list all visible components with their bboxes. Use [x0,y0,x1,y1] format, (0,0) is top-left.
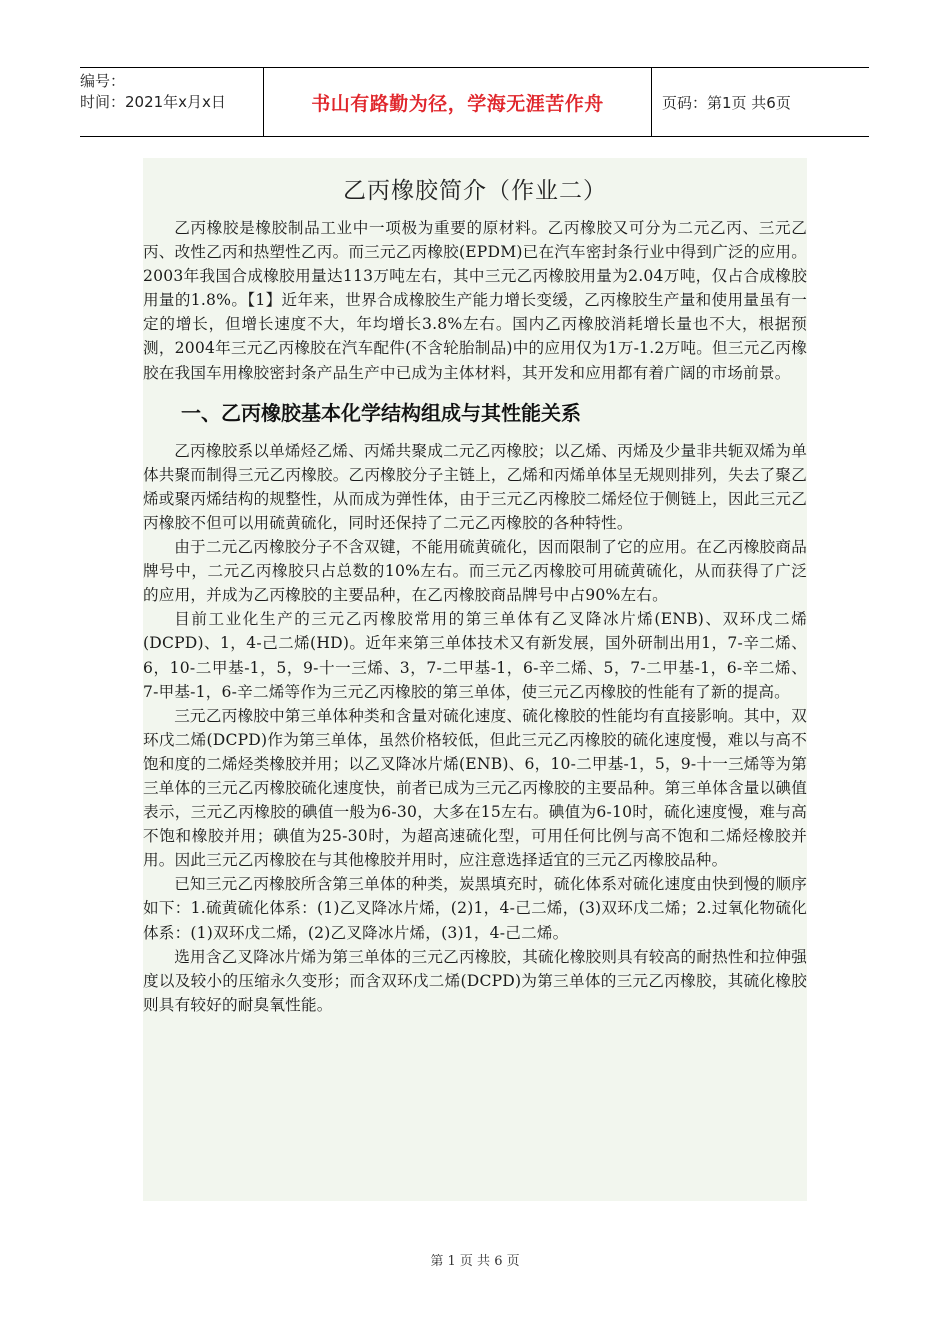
header-motto-cell [263,68,652,136]
section-heading: 一、乙丙橡胶基本化学结构组成与其性能关系 [181,400,581,425]
document-body [143,158,807,1201]
paragraph-3: 目前工业化生产的三元乙丙橡胶常用的第三单体有乙叉降冰片烯(ENB)、双环戊二烯(DCPD)、1，4-己二烯(HD)。近年来第三单体技术又有新发展，国外研制出用1，7-辛二烯、6，10-二甲基-1，5，9-十一三烯、3，7-二甲基-1，6-辛二烯、5，7-二甲基-1，6-辛二烯、7-甲基-1，6-辛二烯等作为三元乙丙橡胶的第三单体，使三元乙丙橡胶的性能有了新的提高。 [143,610,807,701]
paragraph-6: 选用含乙叉降冰片烯为第三单体的三元乙丙橡胶，其硫化橡胶则具有较高的耐热性和拉伸强度以及较小的压缩永久变形；而含双环戊二烯(DCPD)为第三单体的三元乙丙橡胶，其硫化橡胶则具有较好的耐臭氧性能。 [143,947,807,1014]
header-page-cell [652,68,869,136]
page-header [80,67,869,137]
page-info: 页码：第1页 共6页 [662,93,791,112]
paragraph-5: 已知三元乙丙橡胶所含第三单体的种类，炭黑填充时，硫化体系对硫化速度由快到慢的顺序如下：1.硫黄硫化体系：(1)乙叉降冰片烯，(2)1，4-己二烯，(3)双环戊二烯；2.过氧化物硫化体系：(1)双环戊二烯，(2)乙叉降冰片烯，(3)1，4-己二烯。 [143,875,807,942]
paragraph-2: 由于二元乙丙橡胶分子不含双键，不能用硫黄硫化，因而限制了它的应用。在乙丙橡胶商品牌号中，二元乙丙橡胶只占总数的10%左右。而三元乙丙橡胶可用硫黄硫化，从而获得了广泛的应用，并成为乙丙橡胶的主要品种，在乙丙橡胶商品牌号中占90%左右。 [143,538,807,605]
intro-paragraph: 乙丙橡胶是橡胶制品工业中一项极为重要的原材料。乙丙橡胶又可分为二元乙丙、三元乙丙、改性乙丙和热塑性乙丙。而三元乙丙橡胶(EPDM)已在汽车密封条行业中得到广泛的应用。2003年我国合成橡胶用量达113万吨左右，其中三元乙丙橡胶用量为2.04万吨，仅占合成橡胶用量的1.8%。【1】近年来，世界合成橡胶生产能力增长变缓，乙丙橡胶生产量和使用量虽有一定的增长，但增长速度不大，年均增长3.8%左右。国内乙丙橡胶消耗增长量也不大，根据预测，2004年三元乙丙橡胶在汽车配件(不含轮胎制品)中的应用仅为1万-1.2万吨。但三元乙丙橡胶在我国车用橡胶密封条产品生产中已成为主体材料，其开发和应用都有着广阔的市场前景。 [143,219,807,382]
page-footer: 第 1 页 共 6 页 [430,1254,520,1269]
number-label: 编号： [80,72,126,90]
document-title: 乙丙橡胶简介（作业二） [343,178,607,204]
date-label: 时间：2021年x月x日 [80,93,226,111]
paragraph-4: 三元乙丙橡胶中第三单体种类和含量对硫化速度、硫化橡胶的性能均有直接影响。其中，双环戊二烯(DCPD)作为第三单体，虽然价格较低，但此三元乙丙橡胶的硫化速度慢，难以与高不饱和度的二烯烃类橡胶并用；以乙叉降冰片烯(ENB)、6，10-二甲基-1，5，9-十一三烯等为第三单体的三元乙丙橡胶硫化速度快，前者已成为三元乙丙橡胶的主要品种。第三单体含量以碘值表示，三元乙丙橡胶的碘值一般为6-30，大多在15左右。碘值为6-10时，硫化速度慢，难与高不饱和橡胶并用；碘值为25-30时，为超高速硫化型，可用任何比例与高不饱和二烯烃橡胶并用。因此三元乙丙橡胶在与其他橡胶并用时，应注意选择适宜的三元乙丙橡胶品种。 [143,706,807,870]
motto-text: 书山有路勤为径，学海无涯苦作舟 [311,92,604,115]
header-left-cell [80,68,263,136]
paragraph-1: 乙丙橡胶系以单烯烃乙烯、丙烯共聚成二元乙丙橡胶；以乙烯、丙烯及少量非共轭双烯为单体共聚而制得三元乙丙橡胶。乙丙橡胶分子主链上，乙烯和丙烯单体呈无规则排列，失去了聚乙烯或聚丙烯结构的规整性，从而成为弹性体，由于三元乙丙橡胶二烯烃位于侧链上，因此三元乙丙橡胶不但可以用硫黄硫化，同时还保持了二元乙丙橡胶的各种特性。 [143,441,807,532]
